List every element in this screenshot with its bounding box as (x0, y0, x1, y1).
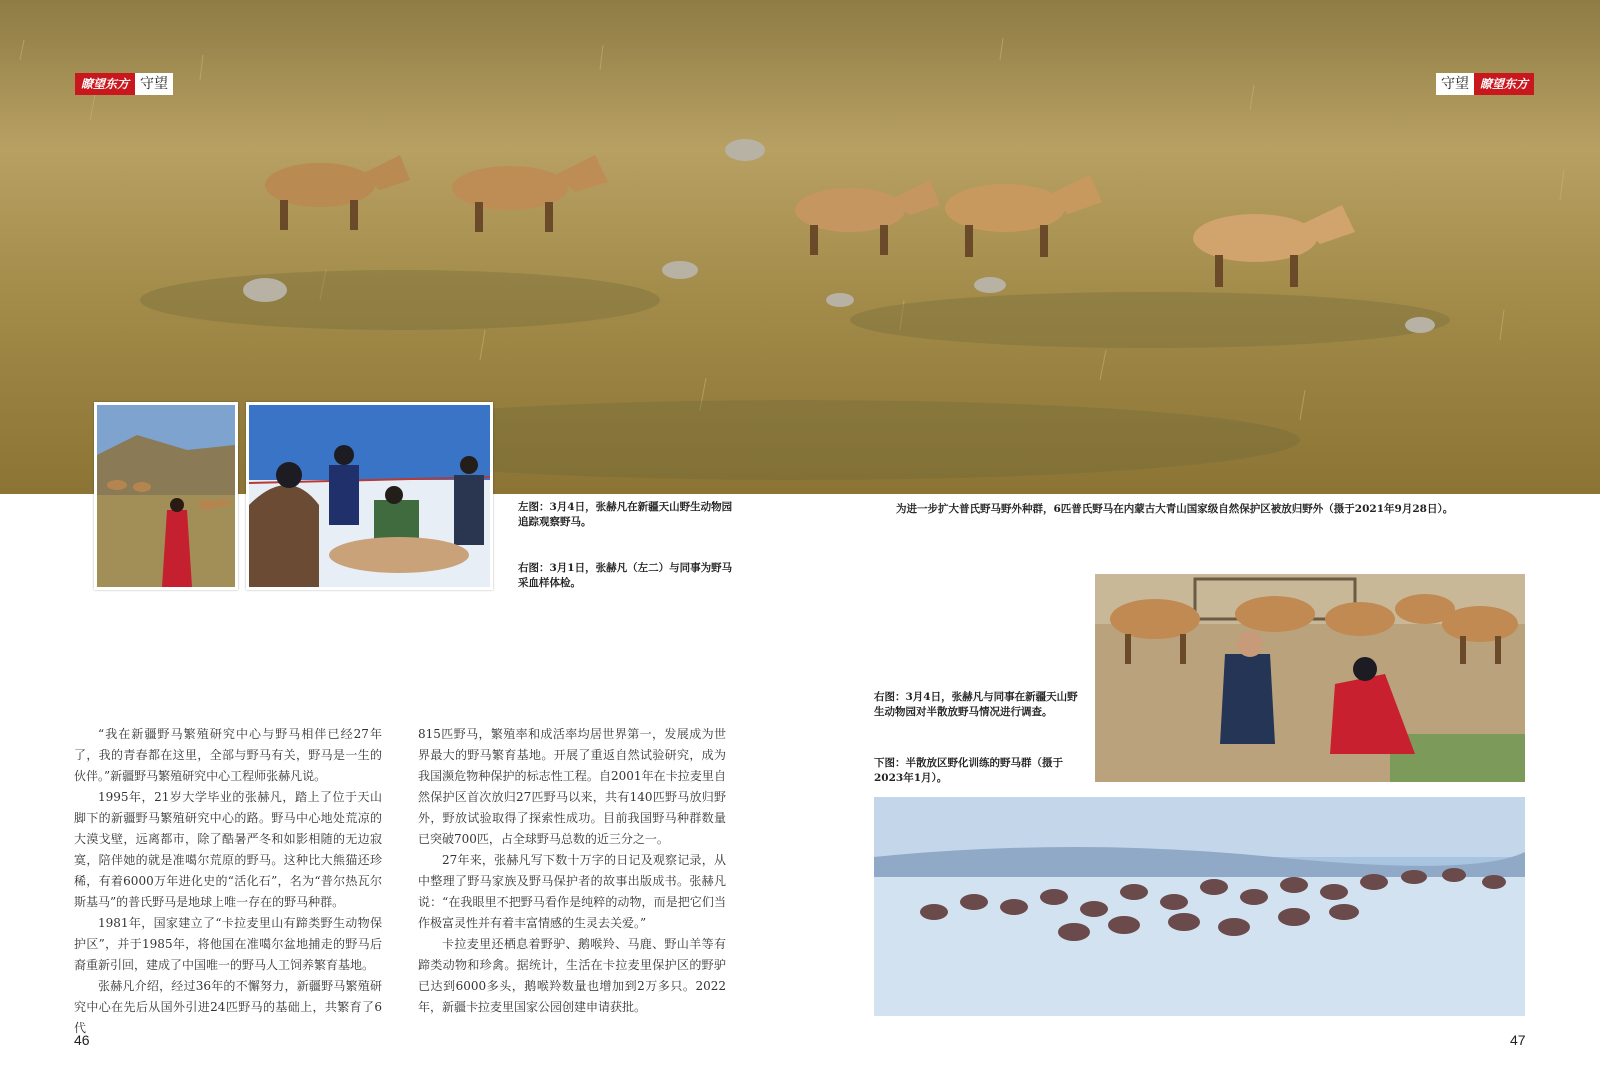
caption-right-page-upper: 右图：3月4日，张赫凡与同事在新疆天山野生动物园对半散放野马情况进行调查。 (874, 691, 1078, 718)
article-column-2 (418, 724, 726, 1018)
paragraph: 1981年，国家建立了“卡拉麦里山有蹄类野生动物保护区”，并于1985年，将他国在准噶尔盆地捕走的野马后裔重新引回，建成了中国唯一的野马人工饲养繁育基地。 (74, 916, 382, 972)
article-column-1 (74, 724, 382, 1039)
page-number-right: 47 (1510, 1032, 1526, 1048)
caption-left-photo: 左图：3月4日，张赫凡在新疆天山野生动物园追踪观察野马。 (518, 501, 733, 528)
inset-photo-left (94, 402, 238, 590)
paragraph: “我在新疆野马繁殖研究中心与野马相伴已经27年了，我的青春都在这里，全部与野马有关，野马是一生的伙伴。”新疆野马繁殖研究中心工程师张赫凡说。 (74, 727, 382, 783)
paragraph: 1995年，21岁大学毕业的张赫凡，踏上了位于天山脚下的新疆野马繁殖研究中心的路。野马中心地处荒凉的大漠戈壁，远离都市，除了酷暑严冬和如影相随的无边寂寞，陪伴她的就是准噶尔荒原的野马。这种比大熊猫还珍稀，有着6000万年进化史的“活化石”，名为“普尔热瓦尔斯基马”的普氏野马是地球上唯一存在的野马种群。 (74, 790, 382, 909)
photo-snow-herd (874, 797, 1525, 1016)
paragraph: 张赫凡介绍，经过36年的不懈努力，新疆野马繁殖研究中心在先后从国外引进24匹野马的基础上，共繁育了6代 (74, 979, 382, 1035)
paragraph: 27年来，张赫凡写下数十万字的日记及观察记录，从中整理了野马家族及野马保护者的故事出版成书。张赫凡说：“在我眼里不把野马看作是纯粹的动物，而是把它们当作极富灵性并有着丰富情感的生灵去关爱。” (418, 853, 726, 930)
magazine-logo: 瞭望东方 (75, 73, 135, 95)
grassland-horses-illustration (0, 0, 1600, 494)
caption-hero: 为进一步扩大普氏野马野外种群，6匹普氏野马在内蒙古大青山国家级自然保护区被放归野外（摄于2021年9月28日）。 (896, 503, 1454, 515)
header-right (1436, 73, 1534, 95)
photo-researchers (1095, 574, 1525, 782)
caption-right-page-lower: 下图：半散放区野化训练的野马群（摄于2023年1月）。 (874, 757, 1063, 784)
paragraph: 卡拉麦里还栖息着野驴、鹅喉羚、马鹿、野山羊等有蹄类动物和珍禽。据统计，生活在卡拉麦里保护区的野驴已达到6000多头，鹅喉羚数量也增加到2万多只。2022年，新疆卡拉麦里国家公园创建申请获批。 (418, 937, 726, 1014)
header-left (75, 73, 173, 95)
paragraph: 815匹野马，繁殖率和成活率均居世界第一，发展成为世界最大的野马繁育基地。开展了重返自然试验研究，成为我国濒危物种保护的标志性工程。自2001年在卡拉麦里自然保护区首次放归27匹野马以来，共有140匹野马放归野外，野放试验取得了探索性成功。目前我国野马种群数量已突破700匹，占全球野马总数的近三分之一。 (418, 727, 726, 846)
inset-photo-right (246, 402, 493, 590)
hero-photo (0, 0, 1600, 494)
column-tag: 守望 (1436, 73, 1474, 95)
column-tag: 守望 (135, 73, 173, 95)
magazine-logo: 瞭望东方 (1474, 73, 1534, 95)
page-number-left: 46 (74, 1032, 90, 1048)
caption-right-photo: 右图：3月1日，张赫凡（左二）与同事为野马采血样体检。 (518, 562, 733, 589)
